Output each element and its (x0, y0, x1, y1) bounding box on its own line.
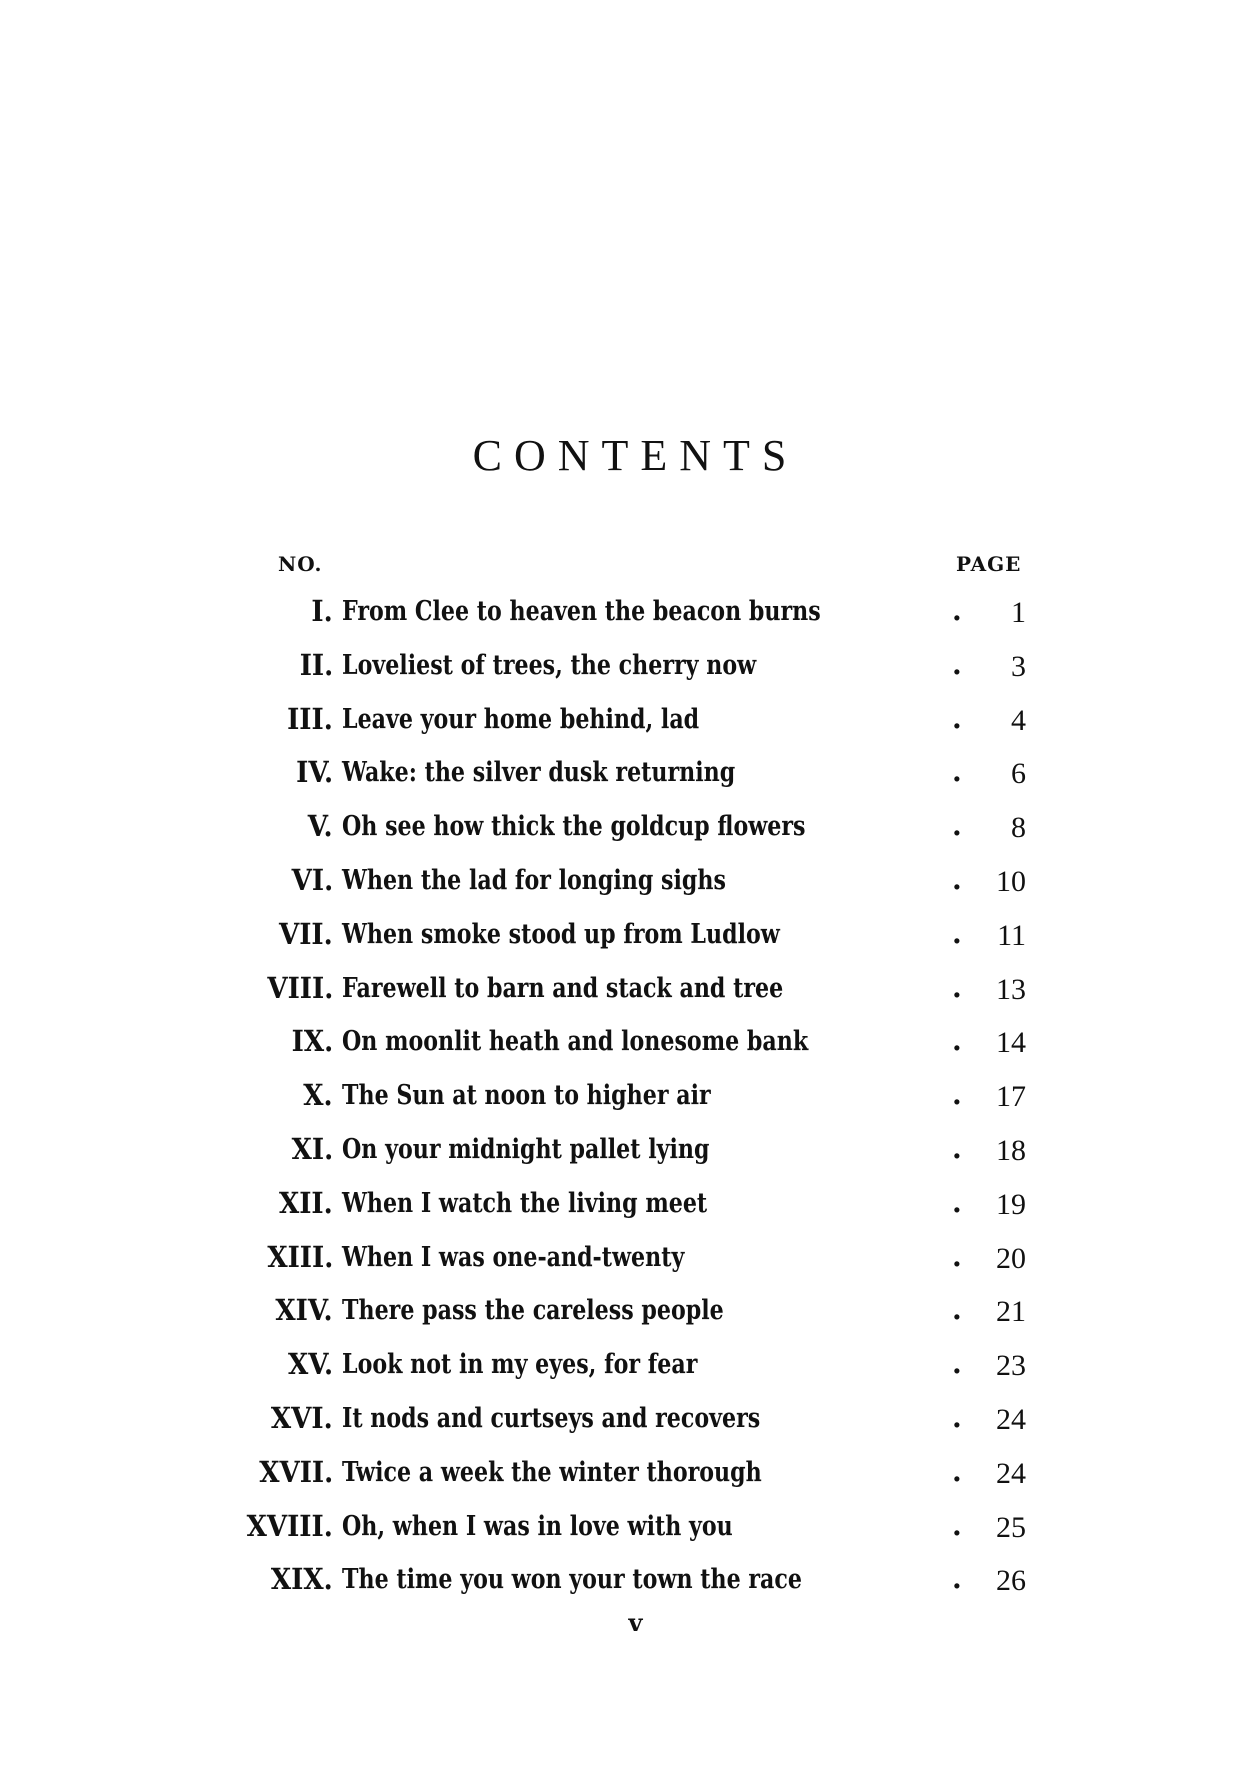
entry-page-number: 13 (996, 972, 1026, 1006)
entry-page-number: 6 (1011, 757, 1026, 791)
entry-title: There pass the careless people (342, 1295, 724, 1327)
entry-number: XVIII. (246, 1508, 333, 1543)
page-column-header: PAGE (956, 552, 1022, 576)
entry-number: IV. (296, 755, 333, 790)
entry-page-number: 24 (996, 1403, 1026, 1436)
leader-dot: . (952, 1293, 962, 1327)
entry-number: XIII. (267, 1239, 333, 1274)
entry-title: Farewell to barn and stack and tree (342, 972, 784, 1004)
toc-entry (0, 1401, 1259, 1447)
entry-number: XV. (287, 1347, 333, 1382)
entry-number: V. (308, 809, 333, 844)
entry-title: On your midnight pallet lying (342, 1134, 710, 1165)
leader-dot: . (952, 1078, 962, 1112)
toc-entry (0, 971, 1259, 1017)
number-column-header: NO. (278, 552, 323, 576)
toc-entry (0, 755, 1259, 801)
entry-number: XVII. (258, 1454, 333, 1489)
entry-title: Leave your home behind, lad (342, 703, 700, 735)
page-folio: v (628, 1608, 643, 1637)
leader-dot: . (952, 755, 962, 789)
entry-title: The time you won your town the race (342, 1564, 802, 1596)
leader-dot: . (952, 1508, 962, 1542)
entry-page-number: 4 (1011, 703, 1026, 737)
entry-page-number: 26 (996, 1564, 1026, 1598)
toc-entry (0, 809, 1259, 855)
entry-number: III. (287, 701, 333, 736)
entry-title: Oh, when I was in love with you (342, 1510, 733, 1542)
toc-entry (0, 1024, 1259, 1070)
leader-dot: . (952, 809, 962, 843)
entry-title: It nods and curtseys and recovers (342, 1403, 761, 1434)
entry-page-number: 18 (996, 1134, 1026, 1167)
entry-page-number: 8 (1011, 811, 1026, 845)
leader-dot: . (952, 647, 962, 681)
entry-number: XII. (279, 1185, 333, 1220)
entry-number: VII. (279, 916, 333, 951)
entry-title: When I watch the living meet (342, 1187, 708, 1219)
entry-number: IX. (291, 1024, 333, 1059)
entry-page-number: 14 (996, 1026, 1026, 1060)
toc-entry (0, 1186, 1259, 1232)
leader-dot: . (952, 594, 962, 627)
leader-dot: . (952, 1347, 962, 1381)
toc-entry (0, 648, 1259, 694)
entry-title: Oh see how thick the goldcup flowers (342, 811, 806, 843)
entry-title: When the lad for longing sighs (342, 865, 726, 896)
entry-title: When I was one-and-twenty (342, 1241, 685, 1273)
entry-number: VI. (291, 863, 333, 897)
entry-number: VIII. (267, 970, 333, 1005)
entry-number: XVI. (271, 1401, 333, 1435)
entry-number: XIX. (271, 1562, 333, 1597)
entry-title: Loveliest of trees, the cherry now (342, 649, 757, 681)
entry-title: Wake: the silver dusk returning (342, 757, 736, 789)
toc-entry (0, 702, 1259, 748)
entry-page-number: 20 (996, 1241, 1026, 1275)
leader-dot: . (952, 1132, 962, 1165)
entry-page-number: 1 (1011, 596, 1026, 629)
leader-dot: . (952, 701, 962, 735)
entry-page-number: 23 (996, 1349, 1026, 1383)
toc-entry (0, 1455, 1259, 1501)
entry-page-number: 19 (996, 1187, 1026, 1221)
entry-title: Twice a week the winter thorough (342, 1456, 762, 1488)
leader-dot: . (952, 863, 962, 896)
leader-dot: . (952, 970, 962, 1004)
entry-title: When smoke stood up from Ludlow (342, 918, 780, 950)
toc-entry (0, 1347, 1259, 1393)
entry-page-number: 3 (1011, 649, 1026, 683)
toc-entry (0, 1132, 1259, 1178)
leader-dot: . (952, 1562, 962, 1596)
entry-number: XIV. (275, 1293, 333, 1328)
entry-page-number: 24 (996, 1456, 1026, 1490)
entry-title: The Sun at noon to higher air (342, 1080, 711, 1112)
entry-number: X. (303, 1078, 333, 1113)
leader-dot: . (952, 1024, 962, 1058)
toc-entry (0, 1562, 1259, 1608)
page-title: CONTENTS (472, 431, 799, 480)
toc-entry (0, 1240, 1259, 1286)
entry-page-number: 21 (996, 1295, 1026, 1329)
entry-title: On moonlit heath and lonesome bank (342, 1026, 809, 1058)
leader-dot: . (952, 916, 962, 950)
toc-entry (0, 1078, 1259, 1124)
toc-entry (0, 594, 1259, 640)
entry-title: Look not in my eyes, for fear (342, 1349, 698, 1381)
entry-page-number: 25 (996, 1510, 1026, 1544)
entry-number: II. (299, 647, 333, 682)
entry-page-number: 17 (996, 1080, 1026, 1114)
entry-title: From Clee to heaven the beacon burns (342, 596, 821, 627)
entry-page-number: 11 (997, 918, 1026, 952)
toc-entry (0, 863, 1259, 909)
toc-entry (0, 1509, 1259, 1555)
entry-number: I. (311, 594, 333, 628)
leader-dot: . (952, 1401, 962, 1434)
toc-entry (0, 1293, 1259, 1339)
toc-entry (0, 917, 1259, 963)
leader-dot: . (952, 1185, 962, 1219)
leader-dot: . (952, 1239, 962, 1273)
leader-dot: . (952, 1454, 962, 1488)
entry-page-number: 10 (996, 865, 1026, 898)
entry-number: XI. (291, 1132, 333, 1166)
